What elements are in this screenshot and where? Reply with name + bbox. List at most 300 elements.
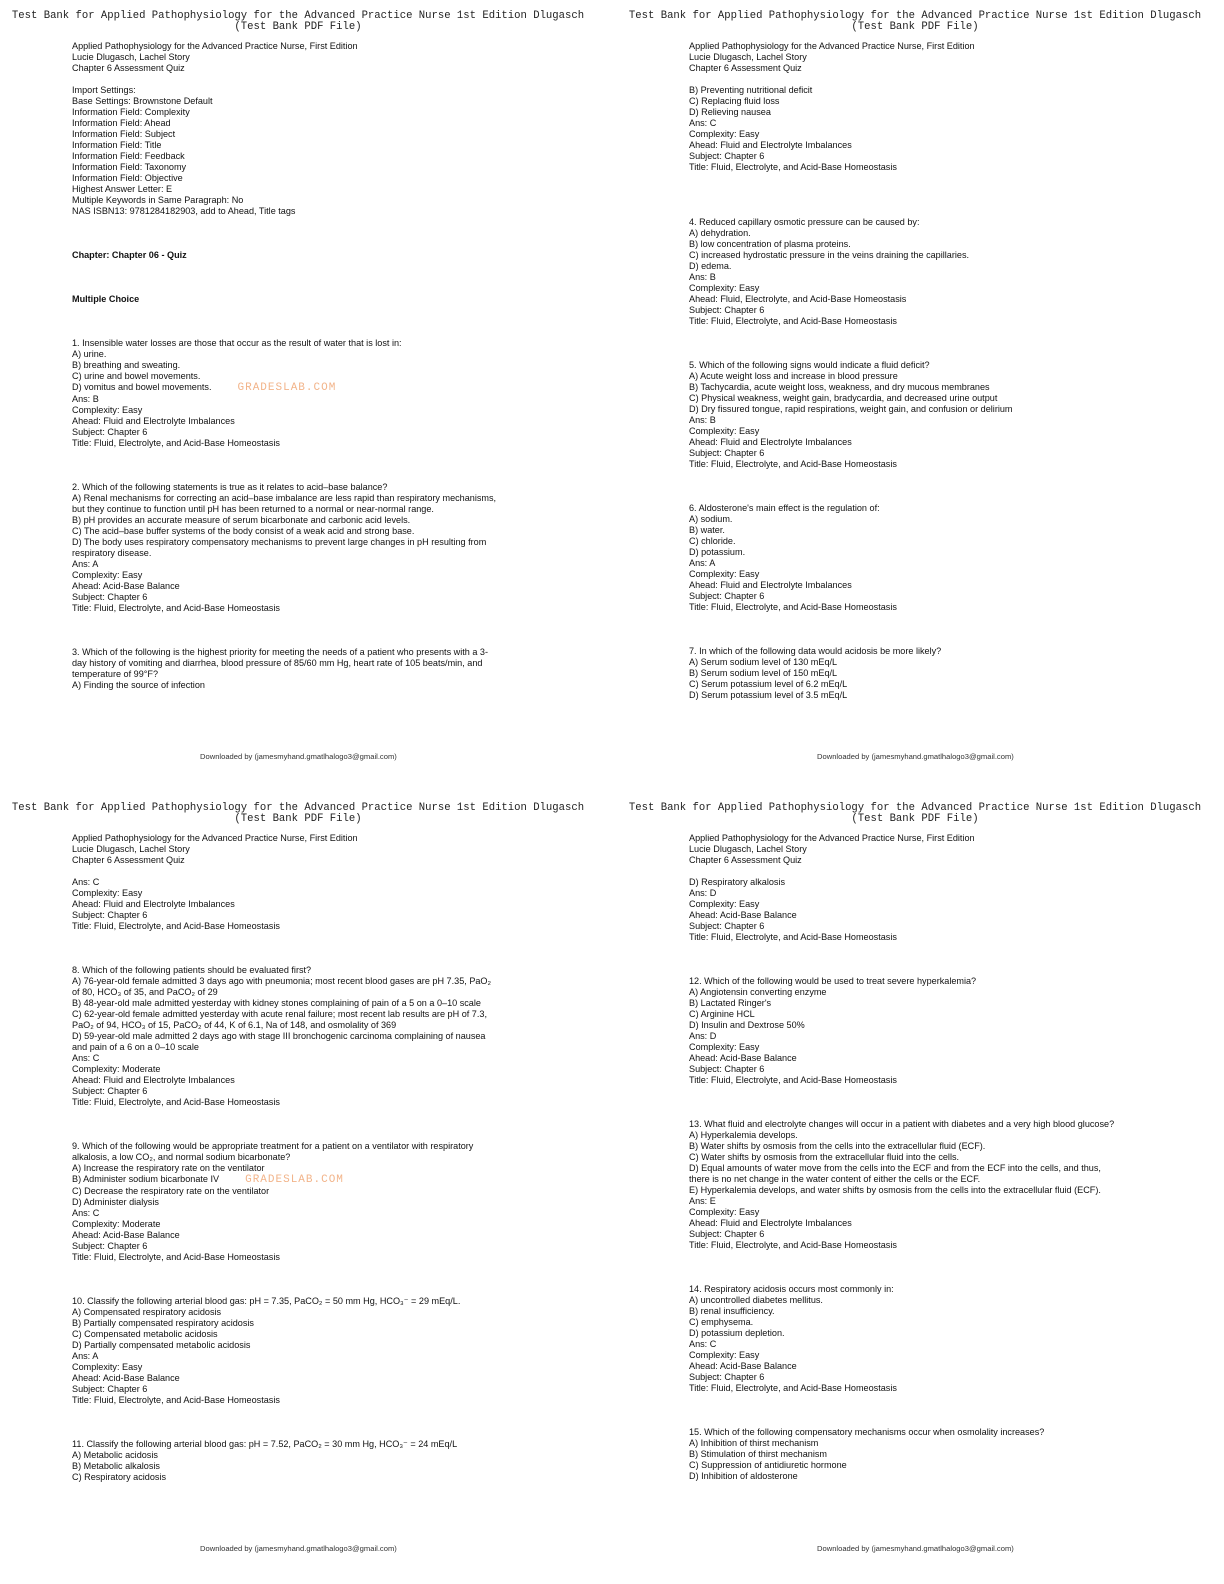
text-line (689, 118, 1159, 129)
text-line (72, 1031, 542, 1042)
text-line-content: Complexity: Easy (72, 405, 143, 415)
book-authors: Lucie Dlugasch, Lachel Story (689, 52, 807, 62)
header-subtitle: (Test Bank PDF File) (851, 21, 979, 33)
text-line-content: A) Increase the respiratory rate on the ventilator (72, 1163, 265, 1173)
text-line (72, 669, 542, 680)
text-line-content: 3. Which of the following is the highest priority for meeting the needs of a patient who presents with a 3- (72, 647, 489, 657)
text-line-content: Title: Fluid, Electrolyte, and Acid-Base Homeostasis (689, 162, 897, 172)
text-line (689, 459, 1159, 470)
text-line (72, 877, 542, 888)
text-line (689, 1229, 1159, 1240)
text-line-content: D) Equal amounts of water move from the cells into the ECF and from the ECF into the cells, and thus, (689, 1163, 1101, 1173)
text-line-content: Complexity: Easy (689, 283, 760, 293)
text-line (72, 1395, 542, 1406)
text-line (689, 1372, 1159, 1383)
text-line-content: Subject: Chapter 6 (72, 910, 148, 920)
question-5 (689, 360, 1159, 470)
chapter-heading: Chapter: Chapter 06 - Quiz (72, 250, 187, 260)
text-line-content: Ans: E (689, 1196, 716, 1206)
header-title: Test Bank for Applied Pathophysiology for the Advanced Practice Nurse 1st Edition Dlugasch (11, 802, 585, 814)
text-line (689, 1240, 1159, 1251)
text-line (689, 1328, 1159, 1339)
text-line (72, 1186, 542, 1197)
text-line (72, 1097, 542, 1108)
text-line (689, 426, 1159, 437)
text-line-content: 2. Which of the following statements is true as it relates to acid–base balance? (72, 482, 388, 492)
text-line (689, 547, 1159, 558)
text-line (689, 1361, 1159, 1372)
text-line-content: Subject: Chapter 6 (72, 1086, 148, 1096)
question-3-continued (689, 85, 1159, 173)
text-line (689, 1295, 1159, 1306)
book-authors: Lucie Dlugasch, Lachel Story (72, 844, 190, 854)
text-line (72, 921, 542, 932)
page-footer: Downloaded by (jamesmyhand.gmatlhalogo3@gmail.com) (817, 1544, 1014, 1553)
text-line (72, 338, 542, 349)
text-line-content: Ans: C (72, 1053, 100, 1063)
text-line (72, 559, 542, 570)
text-line-content: B) Tachycardia, acute weight loss, weakness, and dry mucous membranes (689, 382, 990, 392)
question-4 (689, 217, 1159, 327)
page-footer: Downloaded by (jamesmyhand.gmatlhalogo3@gmail.com) (200, 752, 397, 761)
text-line (72, 581, 542, 592)
text-line (689, 360, 1159, 371)
text-line-content: A) Finding the source of infection (72, 680, 205, 690)
text-line-content: Complexity: Easy (689, 129, 760, 139)
text-line (689, 1064, 1159, 1075)
text-line-content: C) emphysema. (689, 1317, 754, 1327)
text-line (689, 107, 1159, 118)
book-title: Applied Pathophysiology for the Advanced Practice Nurse, First Edition (689, 833, 975, 843)
text-line (72, 1152, 542, 1163)
text-line-content: A) Serum sodium level of 130 mEq/L (689, 657, 838, 667)
question-2 (72, 482, 542, 614)
text-line (72, 1086, 542, 1097)
text-line (72, 592, 542, 603)
text-line (689, 415, 1159, 426)
text-line-content: D) The body uses respiratory compensatory mechanisms to prevent large changes in pH resulting from (72, 537, 487, 547)
text-line-content: A) uncontrolled diabetes mellitus. (689, 1295, 823, 1305)
text-line-content: B) Metabolic alkalosis (72, 1461, 160, 1471)
question-15 (689, 1427, 1159, 1482)
text-line-content: Ahead: Fluid and Electrolyte Imbalances (689, 140, 852, 150)
question-6 (689, 503, 1159, 613)
text-line (72, 1163, 542, 1174)
text-line (689, 96, 1159, 107)
question-10 (72, 1296, 542, 1406)
text-line (689, 580, 1159, 591)
text-line-content: Subject: Chapter 6 (689, 1064, 765, 1074)
text-line-content: D) Relieving nausea (689, 107, 771, 117)
text-line-content: NAS ISBN13: 9781284182903, add to Ahead, Title tags (72, 206, 296, 216)
text-line (689, 1075, 1159, 1086)
text-line-content: Information Field: Feedback (72, 151, 185, 161)
text-line (72, 1351, 542, 1362)
question-1 (72, 338, 542, 449)
text-line (689, 657, 1159, 668)
quiz-title: Chapter 6 Assessment Quiz (72, 855, 185, 865)
text-line (72, 537, 542, 548)
text-line-content: B) 48-year-old male admitted yesterday with kidney stones complaining of pain of a 5 on a 0–10 scale (72, 998, 481, 1008)
text-line (72, 96, 542, 107)
header-title: Test Bank for Applied Pathophysiology for the Advanced Practice Nurse 1st Edition Dlugasch (628, 802, 1202, 814)
text-line (689, 1339, 1159, 1350)
text-line-content: Ahead: Fluid and Electrolyte Imbalances (689, 580, 852, 590)
text-line-content: Ans: B (72, 394, 99, 404)
text-line-content: D) Partially compensated metabolic acidosis (72, 1340, 251, 1350)
text-line (689, 932, 1159, 943)
text-line-content: D) Insulin and Dextrose 50% (689, 1020, 805, 1030)
text-line (72, 680, 542, 691)
text-line-content: Title: Fluid, Electrolyte, and Acid-Base Homeostasis (689, 602, 897, 612)
text-line-content: B) Water shifts by osmosis from the cells into the extracellular fluid (ECF). (689, 1141, 986, 1151)
text-line-content: Base Settings: Brownstone Default (72, 96, 213, 106)
text-line-content: Subject: Chapter 6 (689, 1229, 765, 1239)
text-line (72, 1362, 542, 1373)
text-line-content: Title: Fluid, Electrolyte, and Acid-Base Homeostasis (689, 1383, 897, 1393)
text-line (689, 371, 1159, 382)
quiz-title: Chapter 6 Assessment Quiz (72, 63, 185, 73)
text-line-content: Ans: A (72, 1351, 99, 1361)
text-line-content: A) Renal mechanisms for correcting an acid–base imbalance are less rapid than respiratory mechanisms, (72, 493, 497, 503)
text-line (689, 283, 1159, 294)
text-line-content: Subject: Chapter 6 (689, 921, 765, 931)
text-line (689, 998, 1159, 1009)
text-line-content: 14. Respiratory acidosis occurs most commonly in: (689, 1284, 894, 1294)
text-line-content: Complexity: Easy (689, 1350, 760, 1360)
text-line-content: Complexity: Easy (72, 1362, 143, 1372)
text-line (72, 1340, 542, 1351)
header-subtitle: (Test Bank PDF File) (234, 21, 362, 33)
text-line (72, 1373, 542, 1384)
text-line-content: A) Hyperkalemia develops. (689, 1130, 798, 1140)
text-line-content: 10. Classify the following arterial blood gas: pH = 7.35, PaCO₂ = 50 mm Hg, HCO₃⁻ = 29 mEq/L. (72, 1296, 461, 1306)
text-line (72, 1461, 542, 1472)
text-line-content: Ans: D (689, 1031, 717, 1041)
text-line (689, 503, 1159, 514)
text-line (689, 1009, 1159, 1020)
text-line (72, 1296, 542, 1307)
text-line-content: Ahead: Acid-Base Balance (689, 910, 797, 920)
text-line (72, 162, 542, 173)
text-line (689, 1042, 1159, 1053)
text-line (72, 548, 542, 559)
text-line-content: Ahead: Fluid and Electrolyte Imbalances (689, 437, 852, 447)
text-line (689, 1449, 1159, 1460)
question-8 (72, 965, 542, 1108)
text-line-content: Subject: Chapter 6 (72, 1384, 148, 1394)
text-line-content: 9. Which of the following would be appropriate treatment for a patient on a ventilator with respiratory (72, 1141, 474, 1151)
text-line (72, 438, 542, 449)
text-line-content: Title: Fluid, Electrolyte, and Acid-Base Homeostasis (689, 1075, 897, 1085)
text-line (72, 129, 542, 140)
text-line-content: Title: Fluid, Electrolyte, and Acid-Base Homeostasis (72, 1097, 280, 1107)
text-line-content: Ans: C (72, 1208, 100, 1218)
text-line-content: Title: Fluid, Electrolyte, and Acid-Base Homeostasis (689, 316, 897, 326)
text-line (72, 118, 542, 129)
text-line (72, 1450, 542, 1461)
text-line-content: C) increased hydrostatic pressure in the veins draining the capillaries. (689, 250, 970, 260)
text-line-content: Ans: A (72, 559, 99, 569)
text-line (72, 1439, 542, 1450)
text-line (689, 1317, 1159, 1328)
text-line-content: B) Administer sodium bicarbonate IV (72, 1174, 220, 1184)
text-line (72, 1009, 542, 1020)
text-line (72, 603, 542, 614)
page-body (72, 41, 542, 691)
text-line (689, 151, 1159, 162)
text-line-content: 15. Which of the following compensatory mechanisms occur when osmolality increases? (689, 1427, 1045, 1437)
text-line (72, 987, 542, 998)
text-line-content: Complexity: Easy (689, 899, 760, 909)
text-line-content: A) 76-year-old female admitted 3 days ago with pneumonia; most recent blood gases are pH 7.35, PaO₂ (72, 976, 492, 986)
text-line-content: D) 59-year-old male admitted 2 days ago with stage III bronchogenic carcinoma complaining of nausea (72, 1031, 486, 1041)
text-line (72, 1241, 542, 1252)
text-line (689, 1196, 1159, 1207)
text-line (689, 976, 1159, 987)
text-line-content: Ahead: Fluid and Electrolyte Imbalances (689, 1218, 852, 1228)
text-line-content: 4. Reduced capillary osmotic pressure can be caused by: (689, 217, 920, 227)
text-line-content: C) urine and bowel movements. (72, 371, 201, 381)
text-line (72, 195, 542, 206)
text-line-content: B) Serum sodium level of 150 mEq/L (689, 668, 838, 678)
text-line (72, 493, 542, 504)
text-line-content: Subject: Chapter 6 (689, 151, 765, 161)
text-line (72, 1197, 542, 1208)
text-line-content: Subject: Chapter 6 (689, 448, 765, 458)
text-line-content: Information Field: Subject (72, 129, 176, 139)
text-line-content: A) sodium. (689, 514, 733, 524)
text-line (689, 85, 1159, 96)
text-line (72, 526, 542, 537)
text-line (689, 1438, 1159, 1449)
text-line-content: C) 62-year-old female admitted yesterday with acute renal failure; most recent lab results are pH of 7.3, (72, 1009, 487, 1019)
text-line (689, 1020, 1159, 1031)
text-line-content: C) Arginine HCL (689, 1009, 755, 1019)
header-subtitle: (Test Bank PDF File) (234, 813, 362, 825)
book-title: Applied Pathophysiology for the Advanced Practice Nurse, First Edition (72, 833, 358, 843)
question-7-continued (72, 877, 542, 932)
text-line (689, 668, 1159, 679)
text-line (72, 360, 542, 371)
text-line (72, 1384, 542, 1395)
text-line-content: A) Inhibition of thirst mechanism (689, 1438, 819, 1448)
document-page-1 (0, 0, 612, 792)
watermark: GRADESLAB.COM (237, 382, 337, 394)
text-line (689, 1383, 1159, 1394)
text-line (72, 1252, 542, 1263)
text-line-content: Ahead: Acid-Base Balance (689, 1361, 797, 1371)
text-line-content: D) potassium depletion. (689, 1328, 785, 1338)
page-footer: Downloaded by (jamesmyhand.gmatlhalogo3@gmail.com) (200, 1544, 397, 1553)
book-authors: Lucie Dlugasch, Lachel Story (72, 52, 190, 62)
text-line-content: Title: Fluid, Electrolyte, and Acid-Base Homeostasis (72, 921, 280, 931)
text-line (689, 646, 1159, 657)
quiz-title: Chapter 6 Assessment Quiz (689, 855, 802, 865)
text-line-content: Ans: C (689, 118, 717, 128)
text-line (689, 1031, 1159, 1042)
text-line-content: A) Metabolic acidosis (72, 1450, 158, 1460)
text-line (72, 427, 542, 438)
text-line (72, 570, 542, 581)
text-line (72, 658, 542, 669)
text-line-content: Ahead: Fluid and Electrolyte Imbalances (72, 899, 235, 909)
text-line-content: D) Respiratory alkalosis (689, 877, 786, 887)
text-line-content: B) Preventing nutritional deficit (689, 85, 813, 95)
text-line-content: D) Serum potassium level of 3.5 mEq/L (689, 690, 848, 700)
text-line (72, 140, 542, 151)
text-line-content: B) pH provides an accurate measure of serum bicarbonate and carbonic acid levels. (72, 515, 411, 525)
text-line (72, 394, 542, 405)
text-line-content: 13. What fluid and electrolyte changes will occur in a patient with diabetes and a very high blood glucose? (689, 1119, 1115, 1129)
watermark: GRADESLAB.COM (245, 1174, 344, 1186)
text-line (72, 515, 542, 526)
text-line-content: Complexity: Easy (689, 1042, 760, 1052)
text-line (72, 482, 542, 493)
text-line-content: C) The acid–base buffer systems of the body consist of a weak acid and strong base. (72, 526, 415, 536)
text-line-content: Subject: Chapter 6 (72, 427, 148, 437)
text-line-content: 8. Which of the following patients should be evaluated first? (72, 965, 312, 975)
text-line-content: Ans: D (689, 888, 717, 898)
text-line-content: Information Field: Taxonomy (72, 162, 187, 172)
question-11 (72, 1439, 542, 1483)
text-line (689, 877, 1159, 888)
text-line (689, 1471, 1159, 1482)
text-line-content: of 80, HCO₃ of 35, and PaCO₂ of 29 (72, 987, 218, 997)
document-page-4 (617, 792, 1224, 1584)
text-line (689, 1306, 1159, 1317)
text-line-content: alkalosis, a low CO₂, and normal sodium bicarbonate? (72, 1152, 291, 1162)
text-line-content: D) potassium. (689, 547, 746, 557)
text-line (72, 1318, 542, 1329)
text-line (72, 1307, 542, 1318)
quiz-title: Chapter 6 Assessment Quiz (689, 63, 802, 73)
text-line (72, 1174, 542, 1186)
text-line-content: 12. Which of the following would be used to treat severe hyperkalemia? (689, 976, 977, 986)
text-line (689, 514, 1159, 525)
page-header (0, 803, 596, 825)
text-line-content: C) Serum potassium level of 6.2 mEq/L (689, 679, 848, 689)
book-authors: Lucie Dlugasch, Lachel Story (689, 844, 807, 854)
text-line-content: D) Inhibition of aldosterone (689, 1471, 798, 1481)
text-line (689, 239, 1159, 250)
text-line-content: Title: Fluid, Electrolyte, and Acid-Base Homeostasis (72, 1252, 280, 1262)
text-line (72, 151, 542, 162)
text-line (689, 1207, 1159, 1218)
document-page-3 (0, 792, 612, 1584)
text-line-content: Ans: A (689, 558, 716, 568)
text-line (689, 1284, 1159, 1295)
text-line (689, 1350, 1159, 1361)
text-line-content: B) breathing and sweating. (72, 360, 181, 370)
text-line-content: Ahead: Acid-Base Balance (689, 1053, 797, 1063)
text-line (689, 1119, 1159, 1130)
text-line-content: Highest Answer Letter: E (72, 184, 173, 194)
text-line (72, 976, 542, 987)
text-line (689, 888, 1159, 899)
text-line-content: 6. Aldosterone's main effect is the regulation of: (689, 503, 880, 513)
text-line-content: B) water. (689, 525, 725, 535)
text-line-content: Title: Fluid, Electrolyte, and Acid-Base Homeostasis (689, 1240, 897, 1250)
text-line (72, 899, 542, 910)
text-line-content: Ans: B (689, 272, 716, 282)
text-line-content: Ahead: Fluid, Electrolyte, and Acid-Base Homeostasis (689, 294, 907, 304)
text-line-content: Ahead: Acid-Base Balance (72, 1373, 180, 1383)
text-line-content: Multiple Keywords in Same Paragraph: No (72, 195, 244, 205)
text-line-content: A) urine. (72, 349, 107, 359)
text-line-content: Information Field: Title (72, 140, 162, 150)
text-line-content: Subject: Chapter 6 (72, 592, 148, 602)
text-line-content: A) Compensated respiratory acidosis (72, 1307, 222, 1317)
text-line-content: D) Dry fissured tongue, rapid respirations, weight gain, and confusion or delirium (689, 404, 1013, 414)
text-line (72, 1219, 542, 1230)
question-11-continued (689, 877, 1159, 943)
text-line (689, 910, 1159, 921)
text-line-content: Ans: C (689, 1339, 717, 1349)
text-line-content: D) Administer dialysis (72, 1197, 159, 1207)
text-line-content: day history of vomiting and diarrhea, blood pressure of 85/60 mm Hg, heart rate of 105 beats/min, and (72, 658, 483, 668)
text-line (689, 250, 1159, 261)
text-line (72, 382, 542, 394)
page-footer: Downloaded by (jamesmyhand.gmatlhalogo3@gmail.com) (817, 752, 1014, 761)
text-line-content: Complexity: Easy (689, 1207, 760, 1217)
page-header (0, 11, 596, 33)
text-line (689, 140, 1159, 151)
header-subtitle: (Test Bank PDF File) (851, 813, 979, 825)
text-line (689, 987, 1159, 998)
text-line (689, 690, 1159, 701)
text-line-content: Title: Fluid, Electrolyte, and Acid-Base Homeostasis (689, 932, 897, 942)
question-9 (72, 1141, 542, 1263)
text-line (72, 184, 542, 195)
section-heading: Multiple Choice (72, 294, 140, 304)
text-line-content: PaO₂ of 94, HCO₃ of 15, PaCO₂ of 44, K of 6.1, Na of 148, and osmolality of 369 (72, 1020, 397, 1030)
text-line-content: Ans: C (72, 877, 100, 887)
text-line-content: Title: Fluid, Electrolyte, and Acid-Base Homeostasis (72, 1395, 280, 1405)
text-line-content: C) Respiratory acidosis (72, 1472, 166, 1482)
text-line-content: Complexity: Easy (689, 426, 760, 436)
text-line-content: B) Partially compensated respiratory acidosis (72, 1318, 254, 1328)
text-line (689, 272, 1159, 283)
text-line-content: Complexity: Easy (689, 569, 760, 579)
text-line (72, 965, 542, 976)
text-line (689, 569, 1159, 580)
text-line (72, 1042, 542, 1053)
text-line (689, 217, 1159, 228)
text-line-content: Subject: Chapter 6 (689, 1372, 765, 1382)
text-line-content: Import Settings: (72, 85, 136, 95)
import-settings (72, 85, 542, 217)
text-line (689, 1141, 1159, 1152)
text-line (72, 1208, 542, 1219)
text-line-content: C) Decrease the respiratory rate on the ventilator (72, 1186, 270, 1196)
header-title: Test Bank for Applied Pathophysiology for the Advanced Practice Nurse 1st Edition Dlugasch (628, 10, 1202, 22)
text-line (689, 1053, 1159, 1064)
text-line-content: Complexity: Easy (72, 570, 143, 580)
text-line (689, 602, 1159, 613)
text-line (689, 899, 1159, 910)
text-line (689, 679, 1159, 690)
text-line-content: there is no net change in the water content of either the cells or the ECF. (689, 1174, 981, 1184)
text-line-content: Ans: B (689, 415, 716, 425)
text-line (689, 1218, 1159, 1229)
text-line-content: 7. In which of the following data would acidosis be more likely? (689, 646, 942, 656)
question-12 (689, 976, 1159, 1086)
page-body (689, 41, 1159, 701)
text-line-content: E) Hyperkalemia develops, and water shifts by osmosis from the cells into the extracellular fluid (ECF). (689, 1185, 1101, 1195)
text-line (72, 405, 542, 416)
text-line (689, 393, 1159, 404)
